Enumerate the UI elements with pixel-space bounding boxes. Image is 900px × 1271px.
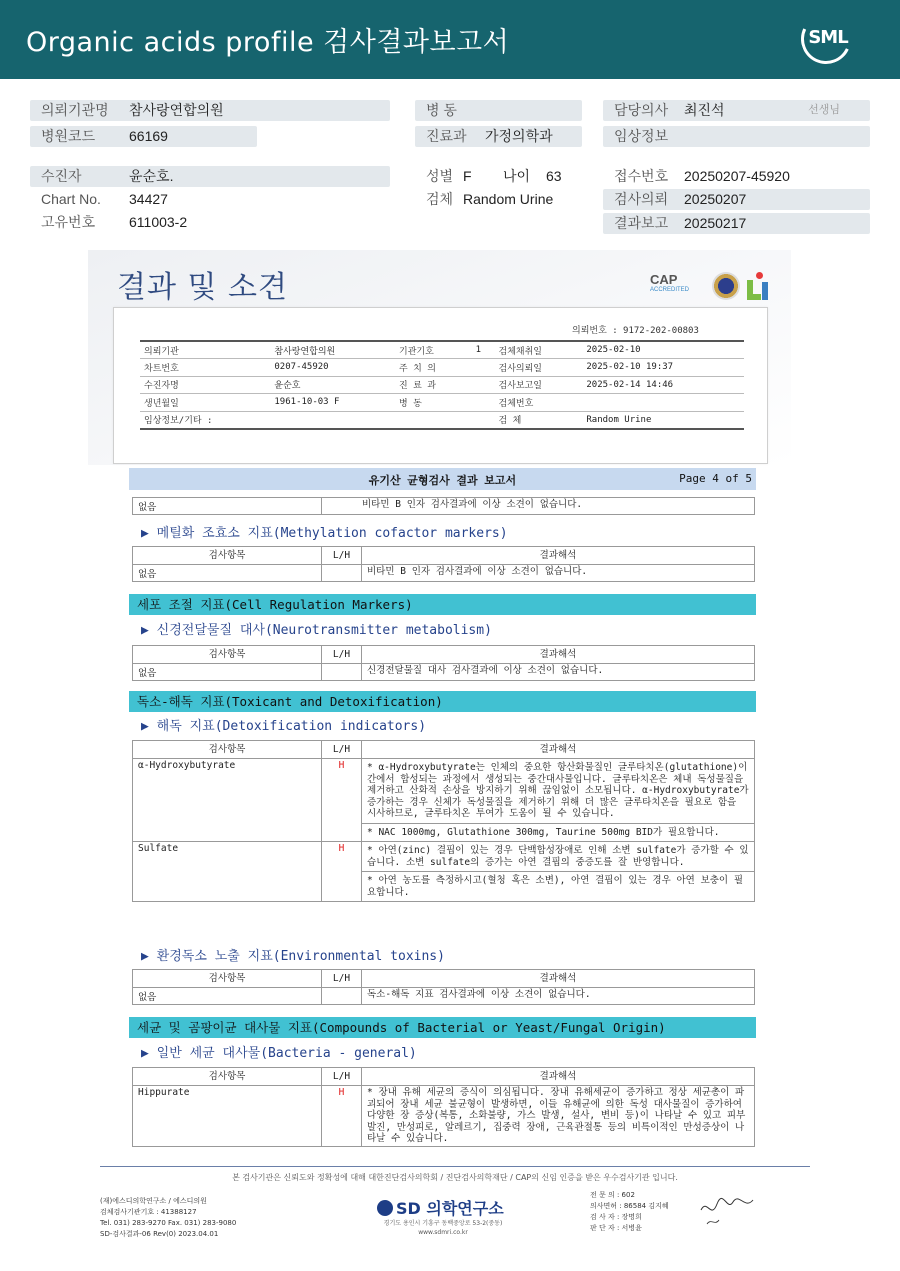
patient-info-cell (270, 411, 395, 429)
ward-row: 병 동 (415, 100, 582, 121)
receipt-row: 접수번호 20250207-45920 (614, 168, 790, 184)
patient-info-cell: 윤순호 (270, 376, 395, 394)
bacteria-section: 세균 및 곰팡이균 대사물 지표(Compounds of Bacterial or Yeast/Fungal Origin) (129, 1017, 756, 1038)
table-row: 없음 비타민 B 인자 검사결과에 이상 소견이 없습니다. (133, 565, 755, 582)
dept-row: 진료과 가정의학과 (415, 126, 582, 147)
toxicant-section: 독소-해독 지표(Toxicant and Detoxification) (129, 691, 756, 712)
methylation-title: ▶ 메틸화 조효소 지표(Methylation cofactor markers) (141, 526, 508, 541)
patient-info-cell: 기관기호 (395, 341, 472, 359)
patient-info-row (140, 394, 744, 412)
patient-info-cell (472, 359, 495, 377)
result-heading: 결과 및 소견 (117, 270, 288, 305)
patient-info-cell: 검체채취일 (495, 341, 583, 359)
patient-info-cell: 수진자명 (140, 376, 270, 394)
sml-logo: SML (801, 14, 851, 64)
patient-info-cell: 2025-02-14 14:46 (582, 376, 744, 394)
report-row: 결과보고 20250217 (603, 213, 870, 234)
table-row: 없음 신경전달물질 대사 검사결과에 이상 소견이 없습니다. (133, 664, 755, 681)
lab-contact: (재)에스디의학연구소 / 에스디의원 검체검사기관기호 : 41388127 Tel. 031) 283-9270 Fax. 031) 283-9080 SD-검사결과-06 Rev(0) 2023.04.01 (100, 1197, 237, 1238)
patient-info-row (140, 376, 744, 394)
institution-row: 의뢰기관명 참사랑연합의원 (30, 100, 390, 121)
neuro-title: ▶ 신경전달물질 대사(Neurotransmitter metabolism) (141, 623, 492, 638)
bacteria-title: ▶ 일반 세균 대사물(Bacteria - general) (141, 1046, 417, 1061)
patient-info-row (140, 359, 744, 377)
patient-info-cell (395, 411, 472, 429)
patient-info-cell: 1 (472, 341, 495, 359)
patient-info-cell (472, 411, 495, 429)
patient-info-cell: 검사보고일 (495, 376, 583, 394)
detox-table: 검사항목 L/H 결과해석 α-Hydroxybutyrate H * α-Hydroxybutyrate는 인체의 중요한 항산화물질인 글루타치온(glutathione)이 간에서 합성되는 과정에서 생성되는 중간대사물입니다. 글루타치온은 체내 독성물질을 제거하고 산화적 손상을 방지하기 위해 끊임없이 소모됩니다. α-Hydroxybutyrate가 증가하는 경우 신체가 독성물질을 제거하기 위해 더 많은 글루타치온을 필요로 함을 시사하므로, 글루타치온 투여가 도움이 될 수 있습니다. * NAC 1000mg, Glutathione 300mg, Taurine 500mg BID가 필요합니다. Sulfate H * 아연(zinc) 결핍이 있는 경우 단백합성장애로 인해 소변 sulfate가 증가할 수 있습니다. 소변 sulfate의 증가는 아연 결핍의 중증도를 잘 반영합니다. * 아연 농도를 측정하시고(혈청 혹은 소변), 아연 결핍이 있는 경우 아연 보충이 필요합니다. (132, 740, 755, 902)
patient-info-cell: Random Urine (582, 411, 744, 429)
sex-age-row: 성별 F 나이 63 (426, 168, 562, 184)
signatories: 전 문 의 : 602 의사면허 : 86584 김지혜 검 사 자 : 장명희 판 단 자 : 서병윤 (590, 1191, 669, 1232)
patient-info-cell: 검체번호 (495, 394, 583, 412)
cell-regulation-section: 세포 조절 지표(Cell Regulation Markers) (129, 594, 756, 615)
patient-info-cell (472, 376, 495, 394)
specimen-row: 검체 Random Urine (426, 191, 554, 207)
table-row: 없음 비타민 B 인자 검사결과에 이상 소견이 없습니다. (133, 498, 755, 515)
patient-info-cell: 병 동 (395, 394, 472, 412)
patient-info-cell: 0207-45920 (270, 359, 395, 377)
patient-info-cell: 검사의뢰일 (495, 359, 583, 377)
patient-info-cell: 참사랑연합의원 (270, 341, 395, 359)
sd-logo-icon (377, 1200, 393, 1216)
table-row: Hippurate H * 장내 유해 세균의 증식이 의심됩니다. 장내 유해세균이 증가하고 정상 세균총이 파괴되어 장내 세균 불균형이 발생하면, 이들 유해균에 의한 독성 대사물질이 증가하여 다양한 장 증상(복통, 소화불량, 가스 발생, 설사, 변비 등)이 나타날 수 있고 피부발진, 만성피로, 알레르기, 집중력 장애, 근육관절통 등의 비특이적인 만성증상이 나타날 수 있습니다. (133, 1086, 755, 1147)
header-bar (0, 0, 900, 79)
page-title: Organic acids profile 검사결과보고서 (26, 27, 510, 58)
institution-value: 참사랑연합의원 (129, 102, 224, 118)
env-title: ▶ 환경독소 노출 지표(Environmental toxins) (141, 949, 445, 964)
patient-info-cell (582, 394, 744, 412)
patient-info-cell (472, 394, 495, 412)
patient-info-row (140, 341, 744, 359)
patient-info-cell: 생년월일 (140, 394, 270, 412)
report-title-bar: 유기산 균형검사 결과 보고서 Page 4 of 5 (129, 468, 756, 490)
patient-info-cell: 1961-10-03 F (270, 394, 395, 412)
hospital-code-row: 병원코드 66169 (30, 126, 257, 147)
certification-seal-icon (712, 272, 740, 300)
patient-info-cell: 차트번호 (140, 359, 270, 377)
signature-image (697, 1190, 757, 1230)
request-row: 검사의뢰 20250207 (603, 189, 870, 210)
chart-row: Chart No. 34427 (41, 191, 168, 207)
detox-title: ▶ 해독 지표(Detoxification indicators) (141, 719, 427, 734)
patient-info-cell: 검 체 (495, 411, 583, 429)
patient-info-cell: 2025-02-10 (582, 341, 744, 359)
table-row: α-Hydroxybutyrate H * α-Hydroxybutyrate는 인체의 중요한 항산화물질인 글루타치온(glutathione)이 간에서 합성되는 과정에서 생성되는 중간대사물입니다. 글루타치온은 체내 독성물질을 제거하고 산화적 손상을 방지하기 위해 끊임없이 소모됩니다. α-Hydroxybutyrate가 증가하는 경우 신체가 독성물질을 제거하기 위해 더 많은 글루타치온을 필요로 함을 시사하므로, 글루타치온 투여가 도움이 될 수 있습니다. * NAC 1000mg, Glutathione 300mg, Taurine 500mg BID가 필요합니다. (133, 759, 755, 842)
id-row: 고유번호 611003-2 (41, 214, 188, 230)
page-indicator: Page 4 of 5 (679, 472, 752, 485)
patient-info-cell: 주 치 의 (395, 359, 472, 377)
sd-logo: SD 의학연구소 경기도 용인시 기흥구 동백중앙로 53-2(중동) www.sdmri.co.kr (377, 1196, 509, 1237)
table-row: 없음 독소-해독 지표 검사결과에 이상 소견이 없습니다. (133, 988, 755, 1005)
patient-row: 수진자 윤순호. (30, 166, 390, 187)
env-table: 검사항목 L/H 결과해석 없음 독소-해독 지표 검사결과에 이상 소견이 없습니다. (132, 969, 755, 1005)
lab-logo-icon (747, 272, 771, 300)
patient-info-cell: 진 료 과 (395, 376, 472, 394)
patient-info-table (140, 340, 744, 430)
clinical-row: 임상정보 (603, 126, 870, 147)
carryover-table (132, 497, 755, 515)
patient-info-cell: 2025-02-10 19:37 (582, 359, 744, 377)
table-row: Sulfate H * 아연(zinc) 결핍이 있는 경우 단백합성장애로 인해 소변 sulfate가 증가할 수 있습니다. 소변 sulfate의 증가는 아연 결핍의 중증도를 잘 반영합니다. * 아연 농도를 측정하시고(혈청 혹은 소변), 아연 결핍이 있는 경우 아연 보충이 필요합니다. (133, 842, 755, 902)
neuro-table: 검사항목 L/H 결과해석 없음 신경전달물질 대사 검사결과에 이상 소견이 없습니다. (132, 645, 755, 681)
patient-info-cell: 임상정보/기타 : (140, 411, 270, 429)
doctor-row: 담당의사 최진석 선생님 (603, 100, 870, 121)
bacteria-table: 검사항목 L/H 결과해석 Hippurate H * 장내 유해 세균의 증식이 의심됩니다. 장내 유해세균이 증가하고 정상 세균총이 파괴되어 장내 세균 불균형이 발생하면, 이들 유해균에 의한 독성 대사물질이 증가하여 다양한 장 증상(복통, 소화불량, 가스 발생, 설사, 변비 등)이 나타날 수 있고 피부발진, 만성피로, 알레르기, 집중력 장애, 근육관절통 등의 비특이적인 만성증상이 나타날 수 있습니다. (132, 1067, 755, 1147)
accreditation-note: 본 검사기관은 신뢰도와 정확성에 대해 대한진단검사의학회 / 진단검사의학재단 / CAP의 신임 인증을 받은 우수검사기관 입니다. (232, 1173, 678, 1182)
patient-info-cell: 의뢰기관 (140, 341, 270, 359)
request-number: 의뢰번호 : 9172-202-00803 (572, 326, 699, 336)
methylation-table: 검사항목 L/H 결과해석 없음 비타민 B 인자 검사결과에 이상 소견이 없습니다. (132, 546, 755, 582)
patient-info-row (140, 411, 744, 429)
cap-accredited-logo: CAP ACCREDITED (650, 272, 690, 293)
